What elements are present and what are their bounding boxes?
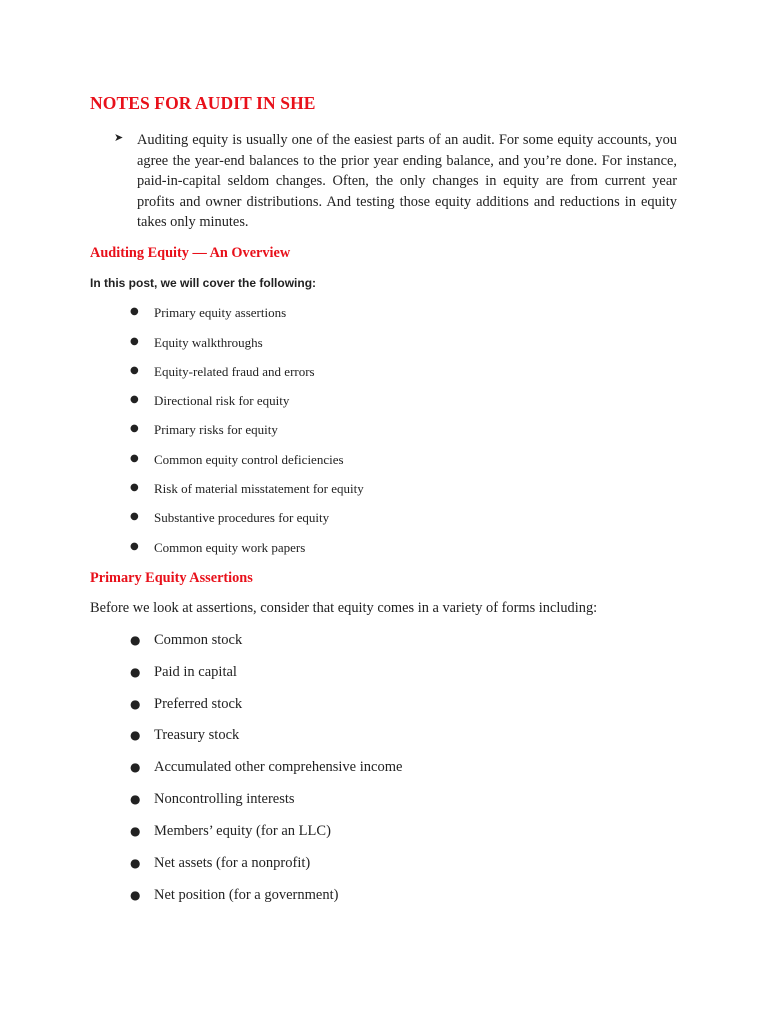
bullet-icon: ●	[130, 633, 141, 647]
list-item-text: Preferred stock	[154, 696, 243, 712]
list-item-text: Net position (for a government)	[154, 887, 339, 903]
list-item-text: Substantive procedures for equity	[154, 510, 330, 525]
overview-heading: Auditing Equity — An Overview	[90, 245, 291, 261]
assertions-intro: Before we look at assertions, consider that equity comes in a variety of forms including:	[90, 600, 598, 616]
bullet-icon: ●	[130, 697, 141, 711]
bullet-icon: ●	[130, 541, 139, 552]
bullet-icon: ●	[130, 728, 141, 742]
list-item-text: Accumulated other comprehensive income	[154, 759, 403, 775]
list-item-text: Members’ equity (for an LLC)	[154, 823, 331, 839]
list-item-text: Paid in capital	[154, 664, 237, 680]
bullet-icon: ●	[130, 856, 141, 870]
list-item-text: Noncontrolling interests	[154, 791, 295, 807]
bullet-icon: ●	[130, 423, 139, 434]
list-item-text: Primary risks for equity	[154, 422, 278, 437]
bullet-icon: ●	[130, 665, 141, 679]
list-item-text: Common equity control deficiencies	[154, 452, 344, 467]
list-item-text: Risk of material misstatement for equity	[154, 481, 364, 496]
bullet-icon: ●	[130, 365, 139, 376]
bullet-icon: ●	[130, 453, 139, 464]
bullet-icon: ●	[130, 511, 139, 522]
list-item-text: Directional risk for equity	[154, 393, 290, 408]
right-arrowhead-icon: ➤	[114, 131, 124, 144]
list-item-text: Common stock	[154, 632, 243, 648]
intro-text: Auditing equity is usually one of the easiest parts of an audit. For some equity accounts, you agree the year-end balances to the prior year ending balance, and you’re done. For instance, paid-in-capital seldom changes. Often, the only changes in equity are from current year profits and owner distributions. And testing those equity additions and reductions in equity takes only minutes.	[137, 132, 677, 231]
assertions-heading: Primary Equity Assertions	[90, 570, 253, 586]
list-item-text: Primary equity assertions	[154, 305, 287, 320]
document-title: NOTES FOR AUDIT IN SHE	[90, 93, 316, 113]
bullet-icon: ●	[130, 888, 141, 902]
bullet-icon: ●	[130, 306, 139, 317]
list-item-text: Equity walkthroughs	[154, 335, 263, 350]
bullet-icon: ●	[130, 482, 139, 493]
list-item-text: Common equity work papers	[154, 540, 306, 555]
cover-label: In this post, we will cover the following:	[90, 276, 317, 290]
bullet-icon: ●	[130, 336, 139, 347]
list-item-text: Treasury stock	[154, 727, 240, 743]
bullet-icon: ●	[130, 824, 141, 838]
bullet-icon: ●	[130, 792, 141, 806]
bullet-icon: ●	[130, 394, 139, 405]
bullet-icon: ●	[130, 760, 141, 774]
list-item-text: Equity-related fraud and errors	[154, 364, 315, 379]
list-item-text: Net assets (for a nonprofit)	[154, 855, 311, 871]
